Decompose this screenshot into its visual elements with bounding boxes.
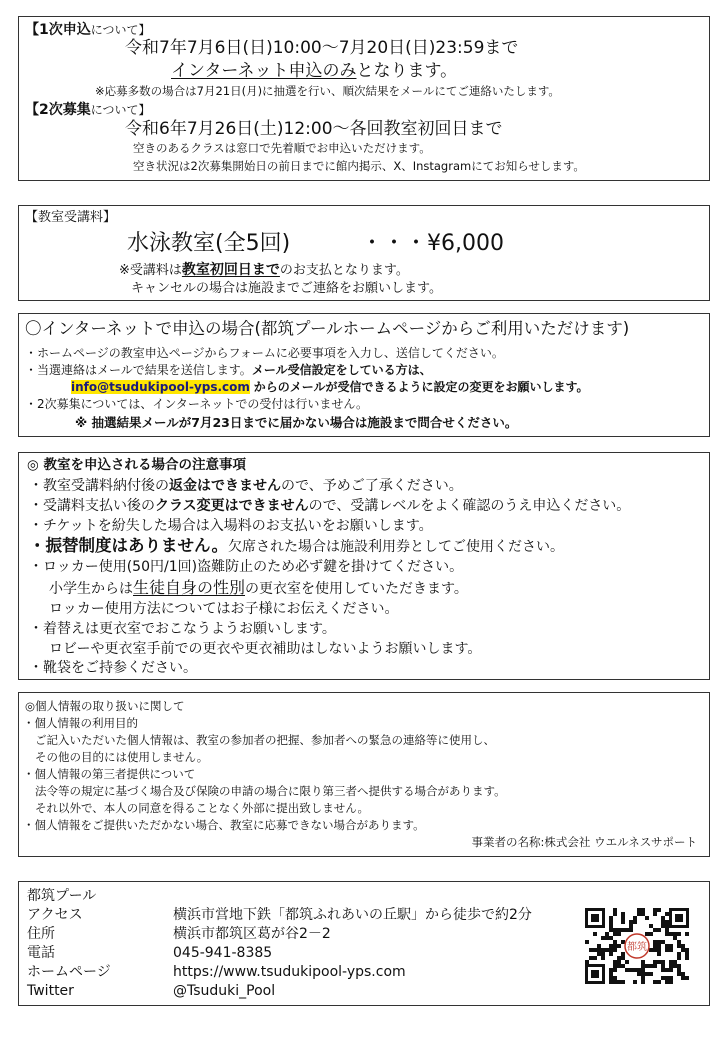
fee-section <box>18 205 710 301</box>
fee-note1-post: のお支払となります。 <box>279 263 409 278</box>
homepage-link[interactable]: https://www.tsudukipool-yps.com <box>173 964 406 980</box>
fee-note1 <box>119 262 409 279</box>
privacy-operator: 事業者の名称:株式会社 ウエルネスサポート <box>471 835 697 849</box>
qr-badge: 都筑 <box>627 942 647 953</box>
privacy-purpose-text2: その他の目的には使用しません。 <box>35 750 209 764</box>
internet-title: 〇インターネットで申込の場合(都筑プールホームページからご利用いただけます) <box>25 319 630 338</box>
first-application-header-rest: について】 <box>90 23 151 37</box>
note-no-transfer <box>29 537 564 556</box>
internet-only-line <box>171 62 457 82</box>
fee-note1-bold: 教室初回日まで <box>181 262 280 278</box>
note-changing-room-underlined: 生徒自身の性別 <box>133 578 246 597</box>
internet-application-section <box>18 313 710 437</box>
facility-info-section <box>18 881 710 1006</box>
note-class-change-post: ので、受講レベルをよく確認のうえ申込ください。 <box>308 498 631 514</box>
note-changing-room <box>49 579 468 597</box>
note-locker-usage: ロッカー使用方法についてはお子様にお伝えください。 <box>49 601 399 617</box>
note-changing-room-pre: 小学生からは <box>49 581 133 597</box>
note-lobby: ロビーや更衣室手前での更衣や更衣補助はしないようお願いします。 <box>49 641 482 657</box>
note-class-change-bold: クラス変更はできません <box>155 498 309 514</box>
note-refund-bold: 返金はできません <box>169 478 281 494</box>
fee-header: 【教室受講料】 <box>25 210 117 225</box>
second-recruitment-header-bold: 【2次募集 <box>25 102 91 118</box>
privacy-third-party-header: ・個人情報の第三者提供について <box>23 767 196 781</box>
fee-note1-pre: ※受講料は <box>119 263 182 278</box>
twitter-label: Twitter <box>27 983 74 999</box>
internet-item1: ・ホームページの教室申込ページからフォームに必要事項を入力し、送信してください。 <box>25 346 504 360</box>
privacy-third-party-text2: それ以外で、本人の同意を得ることなく外部に提出致しません。 <box>35 801 369 815</box>
note-no-transfer-bold: ・振替制度はありません。 <box>29 536 228 555</box>
internet-item4: ・2次募集については、インターネットでの受付は行いません。 <box>25 397 369 411</box>
privacy-purpose-header: ・個人情報の利用目的 <box>23 716 138 730</box>
email-address-link[interactable]: info@tsudukipool-yps.com <box>71 380 250 394</box>
first-application-note: ※応募多数の場合は7月21日(月)に抽選を行い、順次結果をメールにてご連絡いたします。 <box>95 84 560 98</box>
second-recruitment-note2: 空き状況は2次募集開始日の前日までに館内掲示、X、Instagramにてお知らせします。 <box>133 159 585 173</box>
qr-code-icon[interactable] <box>583 906 691 986</box>
phone-label: 電話 <box>27 945 55 961</box>
privacy-no-provide: ・個人情報をご提供いただかない場合、教室に応募できない場合があります。 <box>23 818 425 832</box>
first-application-header-bold: 【1次申込 <box>25 22 91 38</box>
note-no-transfer-post: 欠席された場合は施設利用券としてご使用ください。 <box>228 539 564 555</box>
access-value: 横浜市営地下鉄「都筑ふれあいの丘駅」から徒歩で約2分 <box>173 907 532 923</box>
first-application-header <box>25 22 151 38</box>
privacy-title: ◎個人情報の取り扱いに関して <box>25 699 185 713</box>
access-label: アクセス <box>27 907 83 923</box>
note-class-change-pre: ・受講料支払い後の <box>29 498 155 514</box>
application-period-section <box>18 16 710 181</box>
privacy-section <box>18 692 710 857</box>
note-refund-pre: ・教室受講料納付後の <box>29 478 169 494</box>
note-changing-room-post: の更衣室を使用していただきます。 <box>245 581 468 597</box>
privacy-purpose-text1: ご記入いただいた個人情報は、教室の参加者の把握、参加者への緊急の連絡等に使用し、 <box>35 733 495 747</box>
phone-value: 045-941-8385 <box>173 945 273 961</box>
application-notes-section <box>18 452 710 680</box>
second-recruitment-header <box>25 102 151 118</box>
internet-item2-pre: ・当選連絡はメールで結果を送信します。 <box>25 363 252 377</box>
note-changing: ・着替えは更衣室でおこなうようお願いします。 <box>29 621 336 637</box>
internet-only-underlined: インターネット申込のみ <box>171 61 357 81</box>
first-application-period: 令和7年7月6日(日)10:00～7月20日(日)23:59まで <box>125 38 519 58</box>
note-refund <box>29 478 463 494</box>
second-recruitment-header-rest: について】 <box>90 103 151 117</box>
internet-item2 <box>25 364 432 378</box>
internet-item3-post: からのメールが受信できるように設定の変更をお願いします。 <box>253 380 589 394</box>
homepage-label: ホームページ <box>27 964 111 980</box>
note-shoe-bag: ・靴袋をご持参ください。 <box>29 660 197 676</box>
internet-item2-bold: メール受信設定をしている方は、 <box>251 363 432 377</box>
note-locker: ・ロッカー使用(50円/1回)盗難防止のため必ず鍵を掛けてください。 <box>29 559 464 575</box>
second-recruitment-note1: 空きのあるクラスは窓口で先着順でお申込いただけます。 <box>133 141 431 155</box>
internet-item5: ※ 抽選結果メールが7月23日までに届かない場合は施設まで問合せください。 <box>75 415 518 430</box>
address-value: 横浜市都筑区葛が谷2－2 <box>173 926 331 942</box>
internet-item3 <box>71 381 589 395</box>
internet-only-rest: となります。 <box>356 61 458 81</box>
fee-price: ・・・¥6,000 <box>361 231 504 256</box>
fee-note2: キャンセルの場合は施設までご連絡をお願いします。 <box>131 281 442 296</box>
note-ticket: ・チケットを紛失した場合は入場料のお支払いをお願いします。 <box>29 518 433 534</box>
privacy-third-party-text1: 法令等の規定に基づく場合及び保険の申請の場合に限り第三者へ提供する場合があります。 <box>35 784 506 798</box>
notes-title: ◎ 教室を申込される場合の注意事項 <box>27 457 246 473</box>
second-recruitment-period: 令和6年7月26日(土)12:00～各回教室初回日まで <box>125 119 503 139</box>
twitter-link[interactable]: @Tsuduki_Pool <box>173 983 276 999</box>
facility-name: 都筑プール <box>27 888 97 904</box>
fee-course: 水泳教室(全5回) <box>127 231 291 256</box>
address-label: 住所 <box>27 926 55 942</box>
note-class-change <box>29 498 630 514</box>
note-refund-post: ので、予めご了承ください。 <box>281 478 463 494</box>
